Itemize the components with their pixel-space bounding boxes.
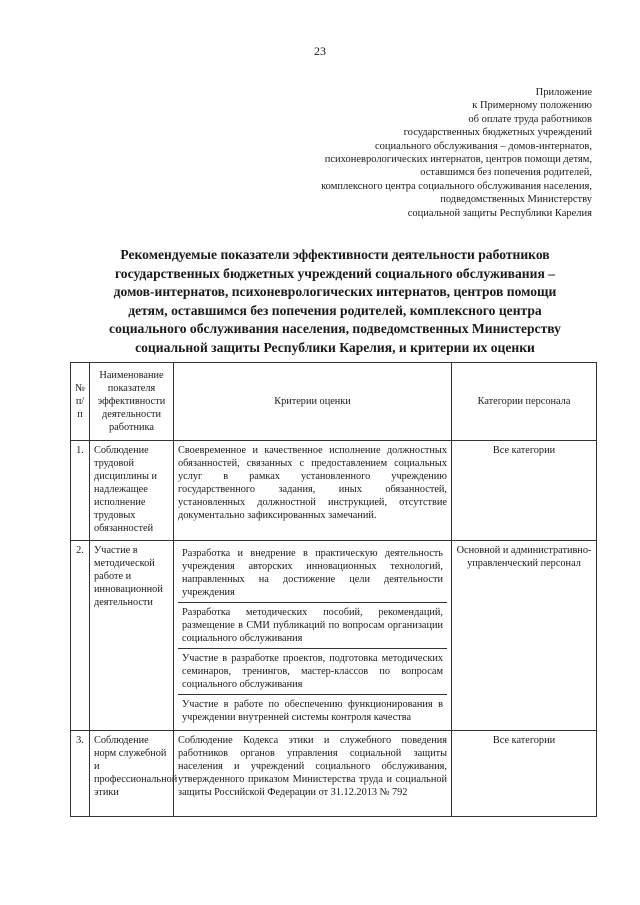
document-title bbox=[70, 246, 600, 358]
table-row bbox=[71, 731, 597, 817]
row-number: 3. bbox=[71, 731, 90, 817]
title-line: социальной защиты Республики Карелия, и критерии их оценки bbox=[135, 339, 535, 355]
criterion-text: Своевременное и качественное исполнение должностных обязанностей, связанных с предоставлением социальных услуг в рамках установленного учреждению государственного задания, иных обязанностей, установленных должностной инструкцией, отсутствие документально зафиксированных замечаний. bbox=[174, 441, 452, 541]
header-num: № п/п bbox=[71, 363, 90, 441]
appendix-line: к Примерному положению bbox=[472, 100, 592, 112]
staff-category: Все категории bbox=[452, 441, 597, 541]
table-header-row bbox=[71, 363, 597, 441]
indicator-name: Соблюдение норм служебной и профессиональной этики bbox=[90, 731, 174, 817]
appendix-line: подведомственных Министерству bbox=[440, 194, 592, 206]
criterion-text: Разработка методических пособий, рекомендаций, размещение в СМИ публикаций по вопросам организации социального обслуживания bbox=[178, 602, 447, 648]
appendix-line: оставшимся без попечения родителей, bbox=[420, 167, 592, 179]
table-row bbox=[71, 441, 597, 541]
indicator-name: Соблюдение трудовой дисциплины и надлежащее исполнение трудовых обязанностей bbox=[90, 441, 174, 541]
appendix-line: комплексного центра социального обслуживания населения, bbox=[321, 180, 592, 192]
header-indicator-name: Наименование показателя эффективности деятельности работника bbox=[90, 363, 174, 441]
appendix-line: социального обслуживания – домов-интернатов, bbox=[374, 140, 592, 152]
staff-category: Основной и административно-управленческий персонал bbox=[452, 541, 597, 731]
criteria-group bbox=[174, 541, 452, 731]
title-line: домов-интернатов, психоневрологических интернатов, центров помощи bbox=[113, 284, 557, 300]
appendix-line: социальной защиты Республики Карелия bbox=[407, 207, 592, 219]
page-number: 23 bbox=[314, 44, 326, 58]
header-criteria: Критерии оценки bbox=[174, 363, 452, 441]
title-line: социального обслуживания населения, подведомственных Министерству bbox=[109, 321, 561, 337]
title-line: государственных бюджетных учреждений социального обслуживания – bbox=[114, 265, 556, 281]
row-number: 2. bbox=[71, 541, 90, 731]
table-row bbox=[71, 541, 597, 731]
row-number: 1. bbox=[71, 441, 90, 541]
criterion-text: Участие в работе по обеспечению функционирования в учреждении внутренней системы контроля качества bbox=[178, 694, 447, 727]
criteria-table bbox=[70, 362, 597, 817]
criterion-text: Соблюдение Кодекса этики и служебного поведения работников органов управления социальной защиты населения и учреждений социального обслуживания, утвержденного приказом Министерства труда и социальной защиты Российской Федерации от 31.12.2013 № 792 bbox=[174, 731, 452, 817]
appendix-line: государственных бюджетных учреждений bbox=[403, 127, 592, 139]
appendix-line: об оплате труда работников bbox=[468, 113, 592, 125]
appendix-block bbox=[232, 86, 592, 220]
staff-category: Все категории bbox=[452, 731, 597, 817]
appendix-line: психоневрологических интернатов, центров помощи детям, bbox=[324, 154, 592, 166]
title-line: детям, оставшимся без попечения родителей, комплексного центра bbox=[128, 302, 542, 318]
header-staff-category: Категории персонала bbox=[452, 363, 597, 441]
appendix-line: Приложение bbox=[535, 87, 592, 98]
title-line: Рекомендуемые показатели эффективности деятельности работников bbox=[120, 247, 550, 262]
criterion-text: Разработка и внедрение в практическую деятельность учреждения авторских инновационных технологий, направленных на достижение цели деятельности учреждения bbox=[182, 548, 443, 598]
indicator-name: Участие в методической работе и инновационной деятельности bbox=[90, 541, 174, 731]
criterion-text: Участие в разработке проектов, подготовка методических семинаров, тренингов, мастер-классов по вопросам социального обслуживания bbox=[178, 648, 447, 694]
